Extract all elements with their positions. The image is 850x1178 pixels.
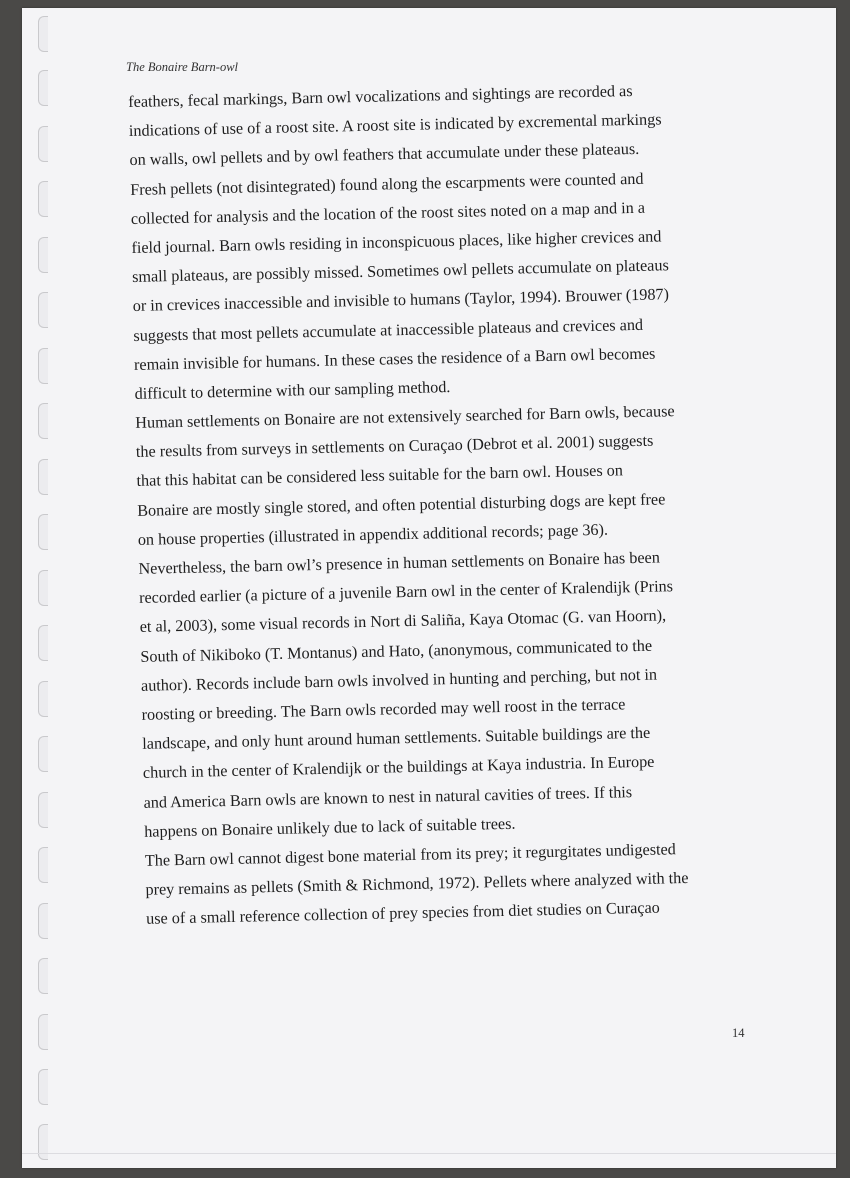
- page-divider: [22, 1153, 836, 1154]
- text-line: indications of use of a roost site. A roost site is indicated by excremental markings: [128, 110, 662, 141]
- text-line: on house properties (illustrated in appendix additional records; page 36).: [137, 520, 609, 549]
- binding-hole: [38, 681, 48, 717]
- text-line: difficult to determine with our sampling method.: [134, 377, 451, 403]
- text-line: recorded earlier (a picture of a juvenile Barn owl in the center of Kralendijk (Prins: [138, 577, 674, 608]
- binding-hole: [38, 348, 48, 384]
- text-line: suggests that most pellets accumulate at inaccessible plateaus and crevices and: [133, 315, 644, 345]
- text-line: and America Barn owls are known to nest in natural cavities of trees. If this: [143, 782, 633, 812]
- text-line: that this habitat can be considered less suitable for the barn owl. Houses on: [136, 461, 624, 491]
- binding-holes: [30, 8, 60, 1168]
- binding-hole: [38, 292, 48, 328]
- binding-hole: [38, 625, 48, 661]
- binding-hole: [38, 570, 48, 606]
- binding-hole: [38, 1124, 48, 1160]
- binding-hole: [38, 847, 48, 883]
- text-line: Nevertheless, the barn owl’s presence in human settlements on Bonaire has been: [138, 548, 661, 578]
- binding-hole: [38, 792, 48, 828]
- text-line: et al, 2003), some visual records in Nort di Saliña, Kaya Otomac (G. van Hoorn),: [139, 606, 667, 637]
- text-line: Bonaire are mostly single stored, and often potential disturbing dogs are kept free: [137, 490, 666, 520]
- text-line: on walls, owl pellets and by owl feathers that accumulate under these plateaus.: [129, 140, 640, 170]
- text-line: use of a small reference collection of prey species from diet studies on Curaçao: [145, 898, 660, 929]
- text-line: The Barn owl cannot digest bone material from its prey; it regurgitates undigested: [144, 840, 676, 870]
- page-number: 14: [732, 1026, 745, 1040]
- text-line: the results from surveys in settlements on Curaçao (Debrot et al. 2001) suggests: [135, 431, 654, 462]
- binding-hole: [38, 70, 48, 106]
- text-line: field journal. Barn owls residing in inconspicuous places, like higher crevices and: [131, 227, 662, 257]
- text-line: South of Nikiboko (T. Montanus) and Hato, (anonymous, communicated to the: [140, 636, 653, 666]
- text-line: happens on Bonaire unlikely due to lack of suitable trees.: [144, 814, 516, 841]
- binding-hole: [38, 736, 48, 772]
- text-line: small plateaus, are possibly missed. Sometimes owl pellets accumulate on plateaus: [131, 256, 669, 287]
- text-line: landscape, and only hunt around human settlements. Suitable buildings are the: [142, 723, 651, 753]
- text-line: feathers, fecal markings, Barn owl vocalizations and sightings are recorded as: [128, 81, 633, 111]
- text-line: Fresh pellets (not disintegrated) found along the escarpments were counted and: [130, 169, 644, 199]
- binding-hole: [38, 403, 48, 439]
- binding-hole: [38, 181, 48, 217]
- binding-hole: [38, 514, 48, 550]
- binding-hole: [38, 1014, 48, 1050]
- text-line: collected for analysis and the location of the roost sites noted on a map and in a: [130, 198, 646, 228]
- binding-hole: [38, 459, 48, 495]
- text-line: prey remains as pellets (Smith & Richmond, 1972). Pellets where analyzed with the: [145, 869, 689, 899]
- text-line: author). Records include barn owls involved in hunting and perching, but not in: [140, 665, 658, 695]
- binding-hole: [38, 126, 48, 162]
- binding-hole: [38, 958, 48, 994]
- text-line: or in crevices inaccessible and invisible to humans (Taylor, 1994). Brouwer (1987): [132, 285, 670, 316]
- binding-hole: [38, 903, 48, 939]
- binding-hole: [38, 237, 48, 273]
- text-line: roosting or breeding. The Barn owls recorded may well roost in the terrace: [141, 695, 626, 724]
- text-line: remain invisible for humans. In these cases the residence of a Barn owl becomes: [133, 344, 656, 374]
- running-header: The Bonaire Barn-owl: [126, 60, 239, 74]
- document-page: [22, 8, 836, 1168]
- text-line: church in the center of Kralendijk or the buildings at Kaya industria. In Europe: [142, 752, 655, 783]
- binding-hole: [38, 16, 48, 52]
- binding-hole: [38, 1069, 48, 1105]
- text-line: Human settlements on Bonaire are not extensively searched for Barn owls, because: [135, 402, 675, 432]
- body-text: [128, 75, 746, 934]
